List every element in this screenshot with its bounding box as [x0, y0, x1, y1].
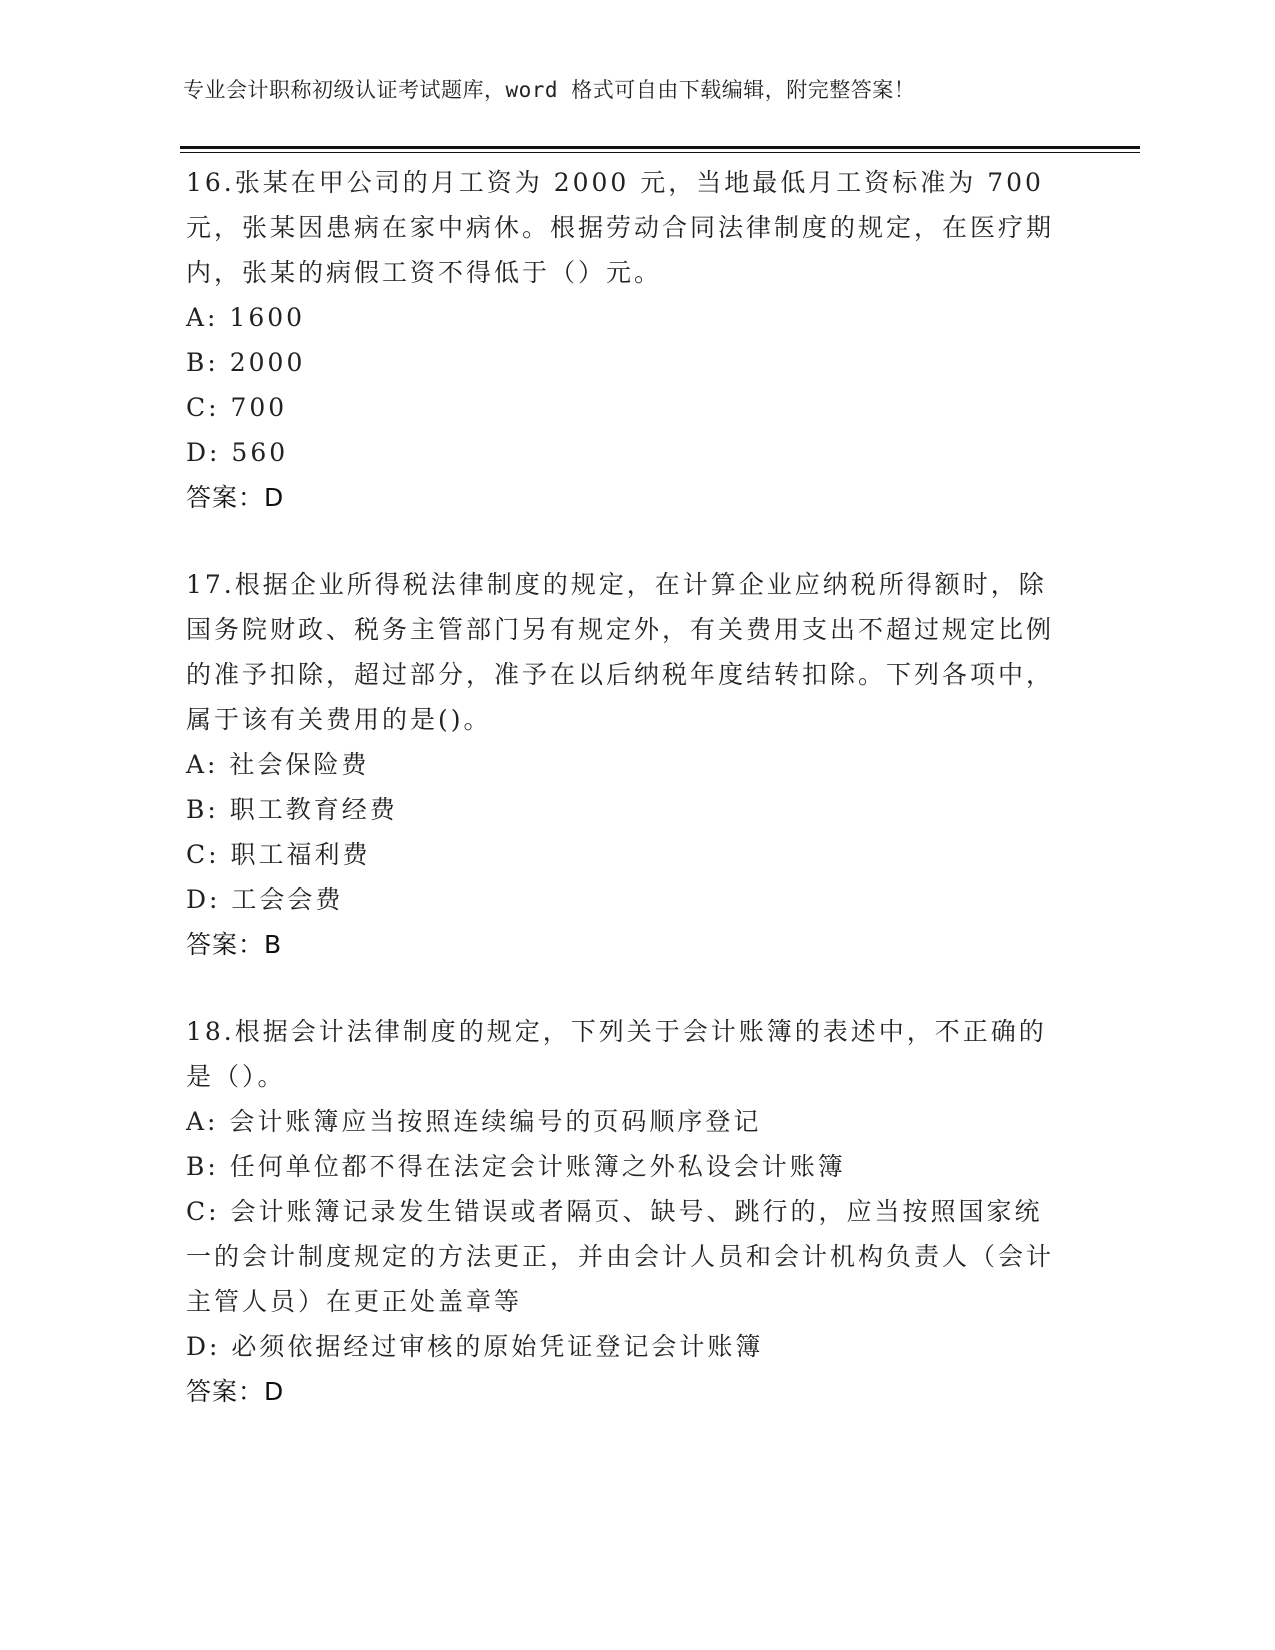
answer: 答案：B	[186, 930, 283, 959]
option-a: A: 会计账簿应当按照连续编号的页码顺序登记	[186, 1107, 762, 1136]
question-list	[186, 160, 1066, 1456]
option-a: A: 1600	[186, 303, 306, 332]
question-18	[186, 1009, 1066, 1414]
header-rule-thick	[180, 146, 1140, 149]
question-17	[186, 562, 1066, 967]
option-d: D: 工会会费	[186, 885, 344, 914]
option-a: A: 社会保险费	[186, 750, 370, 779]
question-stem: 16.张某在甲公司的月工资为 2000 元，当地最低月工资标准为 700 元，张某因患病在家中病休。根据劳动合同法律制度的规定，在医疗期内，张某的病假工资不得低于（）元。	[186, 168, 1055, 287]
header-rule-thin	[180, 152, 1140, 153]
page-header: 专业会计职称初级认证考试题库，word 格式可自由下载编辑，附完整答案！	[183, 78, 916, 102]
question-stem: 18.根据会计法律制度的规定，下列关于会计账簿的表述中，不正确的是（）。	[186, 1017, 1047, 1091]
option-b: B: 任何单位都不得在法定会计账簿之外私设会计账簿	[186, 1152, 846, 1181]
question-stem: 17.根据企业所得税法律制度的规定，在计算企业应纳税所得额时，除国务院财政、税务主管部门另有规定外，有关费用支出不超过规定比例的准予扣除，超过部分，准予在以后纳税年度结转扣除。下列各项中，属于该有关费用的是()。	[186, 570, 1055, 734]
answer: 答案：D	[186, 1377, 285, 1406]
answer: 答案：D	[186, 483, 285, 512]
option-c: C: 会计账簿记录发生错误或者隔页、缺号、跳行的，应当按照国家统一的会计制度规定的方法更正，并由会计人员和会计机构负责人（会计主管人员）在更正处盖章等	[186, 1197, 1055, 1316]
option-c: C: 职工福利费	[186, 840, 371, 869]
option-c: C: 700	[186, 393, 288, 422]
option-b: B: 职工教育经费	[186, 795, 398, 824]
option-d: D: 必须依据经过审核的原始凭证登记会计账簿	[186, 1332, 764, 1361]
question-16	[186, 160, 1066, 520]
option-b: B: 2000	[186, 348, 306, 377]
option-d: D: 560	[186, 438, 289, 467]
